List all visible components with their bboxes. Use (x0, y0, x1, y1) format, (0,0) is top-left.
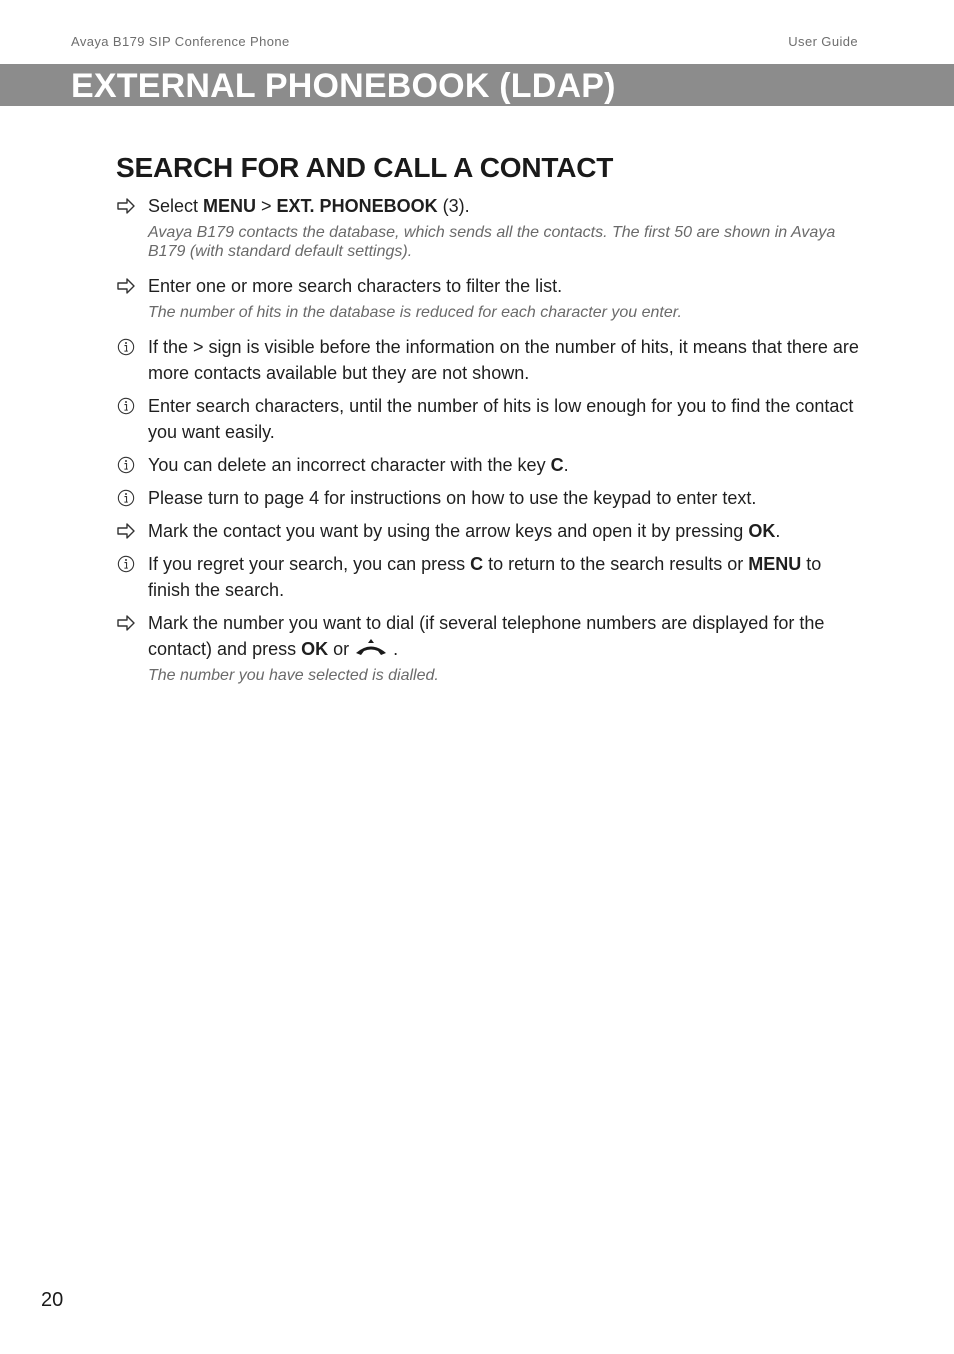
step-text-segment: or (328, 639, 355, 659)
info-text (148, 452, 861, 478)
step-text (148, 610, 861, 662)
info-icon (116, 555, 136, 573)
running-header (71, 34, 858, 49)
info-icon (116, 397, 136, 415)
info-text (148, 334, 861, 386)
info-item (116, 485, 861, 511)
c-key-label: C (550, 455, 564, 475)
step-item (116, 518, 861, 544)
step-text-segment: . (388, 639, 399, 659)
arrow-right-icon (116, 522, 136, 540)
step-text-segment: (3). (437, 196, 470, 216)
info-text (148, 485, 861, 511)
step-text-segment: . (563, 455, 569, 475)
menu-key-label: MENU (748, 554, 802, 574)
step-note: Avaya B179 contacts the database, which sends all the contacts. The first 50 are shown in Avaya B179 (with standard default settings). (148, 224, 836, 260)
menu-key-label: MENU (203, 196, 257, 216)
step-text-segment: to return to the search results or (483, 554, 749, 574)
instruction-list (116, 193, 861, 685)
arrow-right-icon (116, 277, 136, 295)
info-item (116, 334, 861, 386)
info-item (116, 452, 861, 478)
step-note: The number of hits in the database is reduced for each character you enter. (148, 304, 682, 321)
step-text (148, 518, 861, 544)
step-text-segment: Mark the contact you want by using the arrow keys and open it by pressing (148, 521, 749, 541)
ext-phonebook-label: EXT. PHONEBOOK (276, 196, 438, 216)
step-text-segment: Enter search characters, until the number of hits is low enough for you to find the contact you want easily. (148, 396, 854, 442)
arrow-right-icon (116, 614, 136, 632)
chapter-title-band (0, 64, 954, 106)
c-key-label: C (470, 554, 484, 574)
chapter-title: EXTERNAL PHONEBOOK (LDAP) (71, 67, 616, 105)
step-text-segment: > (256, 196, 277, 216)
header-doc-type: User Guide (788, 34, 858, 49)
step-item (116, 273, 861, 322)
step-text-segment: Enter one or more search characters to filter the list. (148, 276, 563, 296)
step-text-segment: Mark the number you want to dial (if several telephone numbers are displayed for the contact) and press (148, 613, 825, 659)
step-text-segment: If you regret your search, you can press (148, 554, 471, 574)
info-item (116, 393, 861, 445)
step-text (148, 193, 861, 219)
off-hook-phone-icon (354, 638, 388, 658)
page-number: 20 (41, 1289, 64, 1311)
step-text (148, 273, 861, 299)
step-text-segment: . (775, 521, 781, 541)
header-product-name: Avaya B179 SIP Conference Phone (71, 34, 290, 49)
arrow-right-icon (116, 197, 136, 215)
step-text-segment: to finish the search. (148, 554, 822, 600)
ok-key-label: OK (301, 639, 329, 659)
ok-key-label: OK (748, 521, 776, 541)
info-text (148, 551, 861, 603)
section-title: SEARCH FOR AND CALL A CONTACT (116, 152, 614, 183)
step-text-segment: Select (148, 196, 204, 216)
info-text (148, 393, 861, 445)
info-icon (116, 489, 136, 507)
step-item (116, 193, 861, 261)
step-text-segment: You can delete an incorrect character with the key (148, 455, 551, 475)
info-item (116, 551, 861, 603)
step-text-segment: If the > sign is visible before the information on the number of hits, it means that there are more contacts available but they are not shown. (148, 337, 859, 383)
step-text-segment: Please turn to page 4 for instructions on how to use the keypad to enter text. (148, 488, 757, 508)
info-icon (116, 338, 136, 356)
step-item (116, 610, 861, 685)
info-icon (116, 456, 136, 474)
step-note: The number you have selected is dialled. (148, 667, 439, 684)
